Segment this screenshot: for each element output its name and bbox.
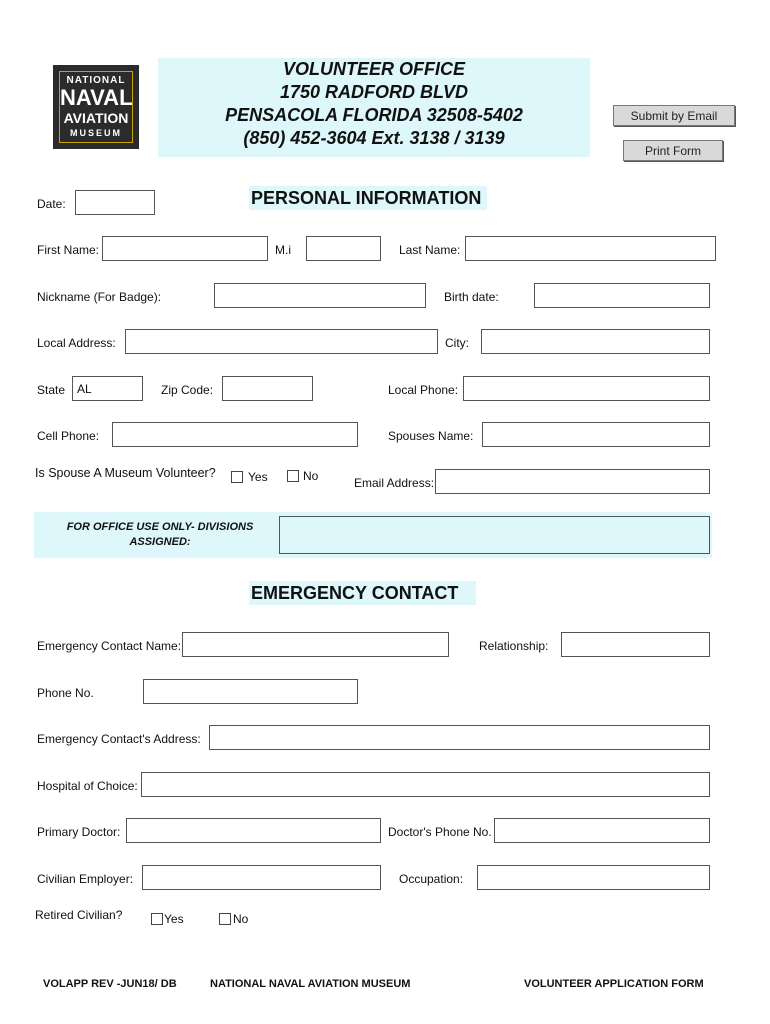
city-field[interactable] [481,329,710,354]
occupation-field[interactable] [477,865,710,890]
civilian-employer-field[interactable] [142,865,381,890]
local-phone-field[interactable] [463,376,710,401]
divisions-assigned-field[interactable] [279,516,710,554]
museum-logo [53,65,139,149]
retired-civilian-yes-checkbox[interactable] [151,913,163,925]
state-label: State [37,383,66,397]
birth-date-field[interactable] [534,283,710,308]
phone-number-field[interactable] [143,679,358,704]
local-phone-label: Local Phone: [388,383,459,397]
logo-text-museum: MUSEUM [70,128,122,138]
birth-date-label: Birth date: [444,290,499,304]
last-name-label: Last Name: [399,243,461,257]
nickname-field[interactable] [214,283,426,308]
primary-doctor-label: Primary Doctor: [37,825,121,839]
hospital-of-choice-label: Hospital of Choice: [37,779,138,793]
logo-text-national: NATIONAL [66,75,126,86]
volunteer-office-header [158,58,590,157]
logo-text-naval: NAVAL [60,85,133,110]
spouses-name-field[interactable] [482,422,710,447]
footer-form-name: VOLUNTEER APPLICATION FORM [524,978,704,990]
middle-initial-field[interactable] [306,236,381,261]
zip-code-field[interactable] [222,376,313,401]
first-name-label: First Name: [37,243,100,257]
phone-number-label: Phone No. [37,686,94,700]
logo-text-aviation: AVIATION [63,110,129,126]
zip-code-label: Zip Code: [161,383,214,397]
state-field[interactable] [72,376,143,401]
relationship-label: Relationship: [479,639,549,653]
header-phone: (850) 452-3604 Ext. 3138 / 3139 [243,128,505,148]
email-address-field[interactable] [435,469,710,494]
date-field[interactable] [75,190,155,215]
retired-civilian-no-checkbox[interactable] [219,913,231,925]
header-office-name: VOLUNTEER OFFICE [282,59,465,79]
personal-information-title: PERSONAL INFORMATION [249,186,487,210]
local-address-field[interactable] [125,329,438,354]
header-street: 1750 RADFORD BLVD [279,82,469,102]
emergency-contact-title: EMERGENCY CONTACT [249,581,476,605]
office-use-label-line1: FOR OFFICE USE ONLY- DIVISIONS [66,521,254,533]
emergency-contact-name-label: Emergency Contact Name: [37,639,182,653]
retired-civilian-no-label: No [233,912,249,926]
doctors-phone-field[interactable] [494,818,710,843]
office-use-label-line2: ASSIGNED: [129,536,191,548]
middle-initial-label: M.i [275,243,291,257]
spouse-volunteer-yes-label: Yes [248,470,268,484]
primary-doctor-field[interactable] [126,818,381,843]
spouses-name-label: Spouses Name: [388,429,474,443]
submit-by-email-button[interactable]: Submit by Email [613,105,735,126]
cell-phone-label: Cell Phone: [37,429,100,443]
logo-frame [59,71,133,143]
spouse-volunteer-yes-checkbox[interactable] [231,471,243,483]
retired-civilian-yes-label: Yes [164,912,184,926]
civilian-employer-label: Civilian Employer: [37,872,134,886]
footer-revision: VOLAPP REV -JUN18/ DB [43,978,177,990]
first-name-field[interactable] [102,236,268,261]
spouse-volunteer-no-label: No [303,469,319,483]
cell-phone-field[interactable] [112,422,358,447]
hospital-of-choice-field[interactable] [141,772,710,797]
emergency-contact-address-label: Emergency Contact's Address: [37,732,201,746]
date-label: Date: [37,197,66,211]
local-address-label: Local Address: [37,336,116,350]
spouse-volunteer-no-checkbox[interactable] [287,470,299,482]
nickname-label: Nickname (For Badge): [37,290,162,304]
retired-civilian-label: Retired Civilian? [35,908,123,922]
footer-museum-name: NATIONAL NAVAL AVIATION MUSEUM [210,978,411,990]
spouse-volunteer-label: Is Spouse A Museum Volunteer? [35,466,216,480]
occupation-label: Occupation: [399,872,464,886]
office-use-label [60,520,260,550]
relationship-field[interactable] [561,632,710,657]
city-label: City: [445,336,469,350]
print-form-button[interactable]: Print Form [623,140,723,161]
email-address-label: Email Address: [354,476,435,490]
doctors-phone-label: Doctor's Phone No. [388,825,492,839]
emergency-contact-name-field[interactable] [182,632,449,657]
last-name-field[interactable] [465,236,716,261]
emergency-contact-address-field[interactable] [209,725,710,750]
header-city-state-zip: PENSACOLA FLORIDA 32508-5402 [225,105,523,125]
